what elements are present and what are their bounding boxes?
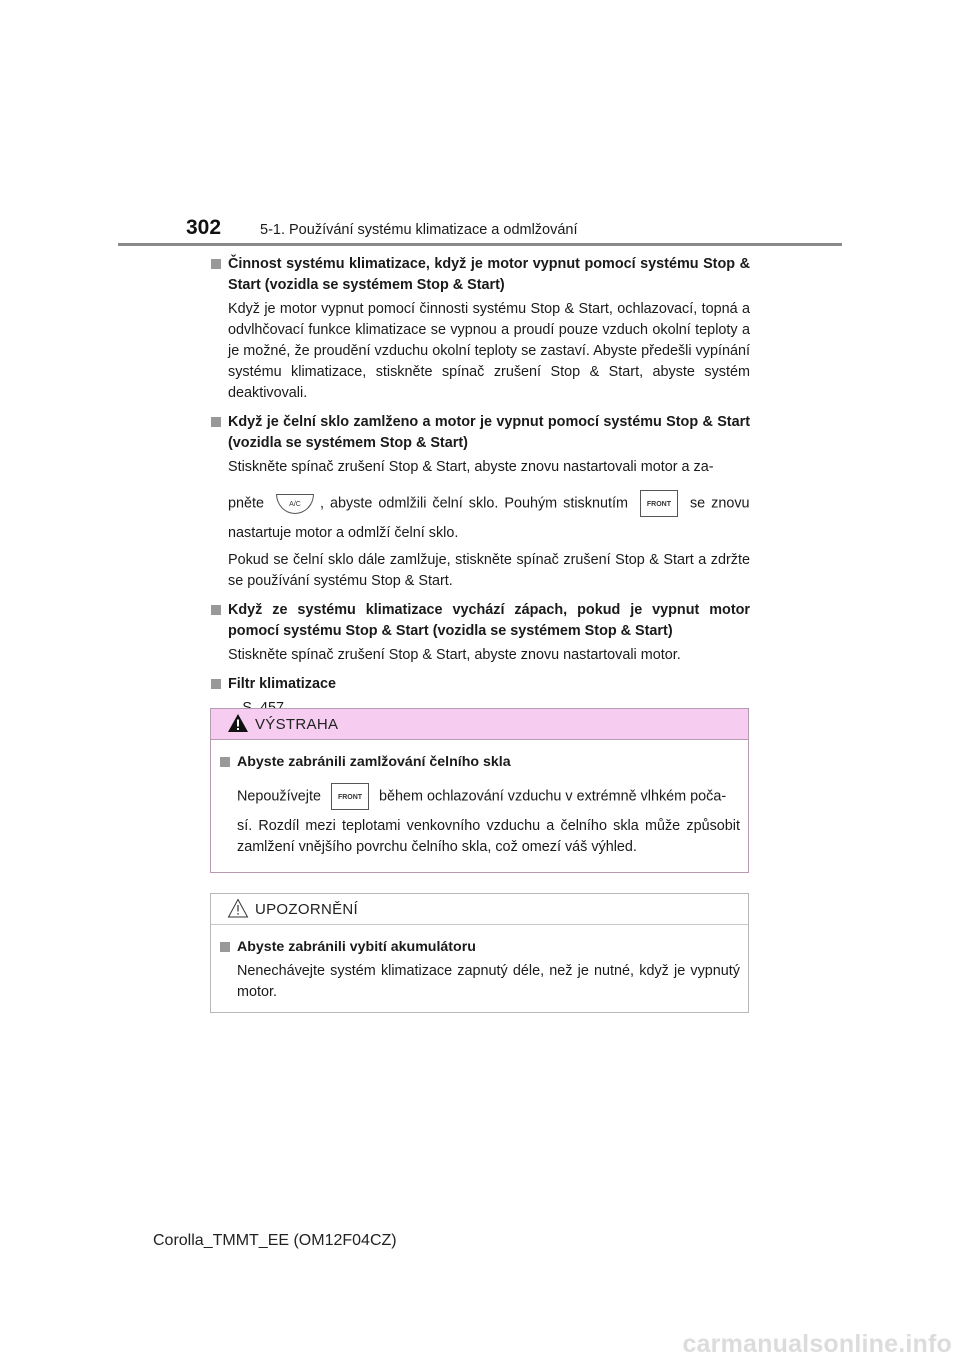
item-text-fragment: , abyste odmlžili čelní sklo. Pouhým stisknutím: [320, 495, 628, 512]
caution-text: Nenechávejte systém klimatizace zapnutý déle, než je nutné, když je vypnutý motor.: [237, 963, 740, 1000]
bullet-square-icon: [211, 679, 221, 689]
bullet-square-icon: [211, 417, 221, 427]
warning-title: VÝSTRAHA: [255, 716, 339, 733]
header-rule: [118, 243, 842, 246]
item-text-fragment: pněte: [228, 495, 265, 512]
bullet-square-icon: [220, 942, 230, 952]
footer-model: Corolla_TMMT_EE (OM12F04CZ): [153, 1232, 397, 1249]
main-content: [210, 254, 750, 727]
caution-triangle-icon: [227, 898, 249, 918]
caution-box-header: [211, 894, 748, 925]
item-text-fragment: se znovu: [689, 495, 750, 512]
item-odor: [210, 600, 750, 666]
warning-text-fragment: během ochlazování vzduchu v extrémně vlhkém poča-: [379, 788, 727, 805]
warning-text-fragment: Nepoužívejte: [237, 788, 321, 805]
warning-box: [210, 708, 749, 873]
caution-box: [210, 893, 749, 1013]
warning-heading: Abyste zabránili zamlžování čelního skla: [237, 754, 511, 770]
caution-title: UPOZORNĚNÍ: [255, 901, 359, 918]
bullet-square-icon: [211, 259, 221, 269]
front-defogger-button-icon: FRONT: [331, 783, 369, 810]
item-text: Když je motor vypnut pomocí činnosti systému Stop & Start, ochlazovací, topná a odvlhčovací funkce klimatizace se vypnou a proudí pouze vzduch okolní teploty a je možné, že proudění vzduchu okolní teploty se zastaví. Abyste předešli vypínání systému klimatizace, stiskněte spínač zrušení Stop & Start, abyste systém deaktivovali.: [228, 301, 750, 401]
warning-box-header: [211, 709, 748, 740]
warning-triangle-icon: [227, 713, 249, 733]
item-heading: Když ze systému klimatizace vychází zápach, pokud je vypnut motor pomocí systému Stop & Start (vozidla se systémem Stop & Start): [228, 602, 750, 639]
warning-text: sí. Rozdíl mezi teplotami venkovního vzduchu a čelního skla může způsobit zamlžení vnějšího povrchu čelního skla, což omezí váš výhled.: [237, 818, 740, 855]
front-defogger-button-icon: FRONT: [640, 490, 678, 517]
item-heading: Když je čelní sklo zamlženo a motor je vypnut pomocí systému Stop & Start (vozidla se systémem Stop & Start): [228, 414, 750, 451]
bullet-square-icon: [220, 757, 230, 767]
item-text-line: Stiskněte spínač zrušení Stop & Start, abyste znovu nastartovali motor a za-: [228, 459, 714, 475]
ac-button-icon: A/C: [276, 494, 314, 514]
item-text: Stiskněte spínač zrušení Stop & Start, abyste znovu nastartovali motor.: [228, 647, 681, 663]
item-heading: Činnost systému klimatizace, když je motor vypnut pomocí systému Stop & Start (vozidla se systémem Stop & Start): [228, 256, 750, 293]
item-text-line: nastartuje motor a odmlží čelní sklo.: [228, 525, 459, 541]
page-number: 302: [186, 216, 222, 239]
watermark: carmanualsonline.info: [682, 1330, 952, 1358]
item-windshield-fogged: [210, 412, 750, 592]
bullet-square-icon: [211, 605, 221, 615]
item-heading: Filtr klimatizace: [228, 676, 336, 692]
caution-heading: Abyste zabránili vybití akumulátoru: [237, 939, 476, 955]
item-text: Pokud se čelní sklo dále zamlžuje, stiskněte spínač zrušení Stop & Start a zdržte se používání systému Stop & Start.: [228, 552, 750, 589]
section-title: 5-1. Používání systému klimatizace a odmlžování: [260, 222, 578, 238]
item-stop-start-ac: [210, 254, 750, 404]
